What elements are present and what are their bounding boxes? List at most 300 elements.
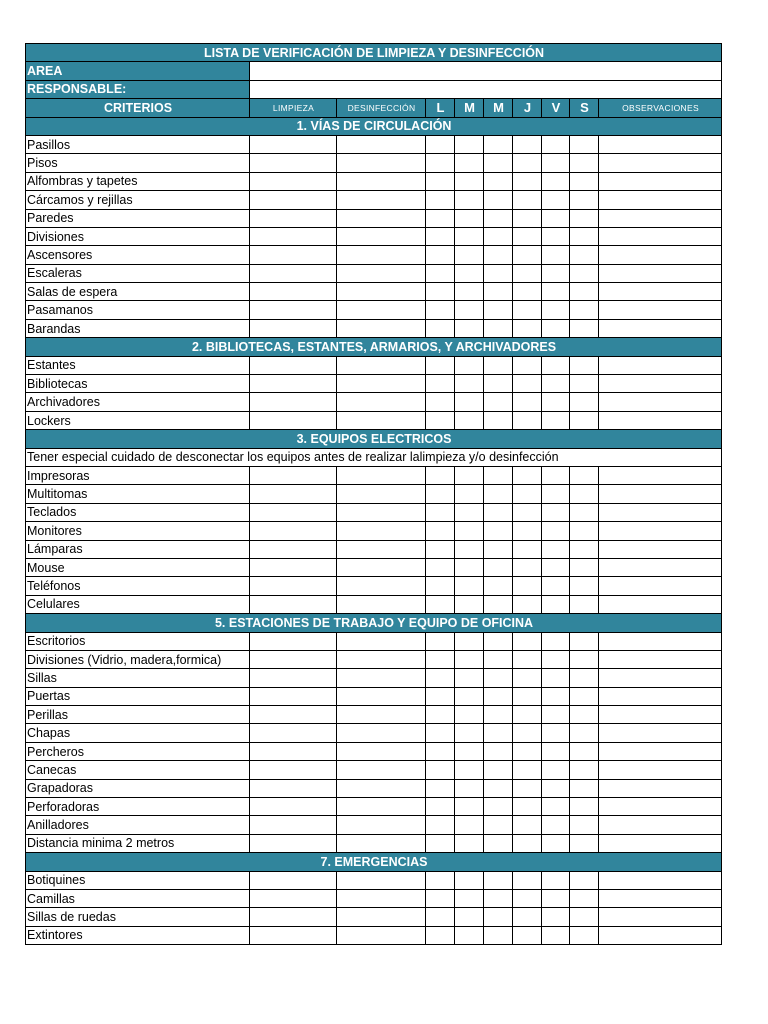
day-m2-cell[interactable]: [484, 926, 513, 944]
day-m1-cell[interactable]: [455, 283, 484, 301]
day-m1-cell[interactable]: [455, 356, 484, 374]
limpieza-cell[interactable]: [250, 706, 337, 724]
day-v-cell[interactable]: [542, 669, 570, 687]
desinfeccion-cell[interactable]: [337, 779, 426, 797]
day-m1-cell[interactable]: [455, 889, 484, 907]
observaciones-cell[interactable]: [599, 798, 722, 816]
desinfeccion-cell[interactable]: [337, 761, 426, 779]
day-l-cell[interactable]: [426, 246, 455, 264]
day-m1-cell[interactable]: [455, 264, 484, 282]
observaciones-cell[interactable]: [599, 522, 722, 540]
day-v-cell[interactable]: [542, 577, 570, 595]
observaciones-cell[interactable]: [599, 926, 722, 944]
day-m2-cell[interactable]: [484, 246, 513, 264]
day-m1-cell[interactable]: [455, 375, 484, 393]
day-m1-cell[interactable]: [455, 466, 484, 484]
day-m1-cell[interactable]: [455, 650, 484, 668]
observaciones-cell[interactable]: [599, 411, 722, 429]
day-v-cell[interactable]: [542, 209, 570, 227]
day-l-cell[interactable]: [426, 466, 455, 484]
observaciones-cell[interactable]: [599, 375, 722, 393]
day-l-cell[interactable]: [426, 761, 455, 779]
day-v-cell[interactable]: [542, 301, 570, 319]
day-v-cell[interactable]: [542, 191, 570, 209]
day-j-cell[interactable]: [513, 595, 542, 613]
day-m1-cell[interactable]: [455, 301, 484, 319]
observaciones-cell[interactable]: [599, 503, 722, 521]
limpieza-cell[interactable]: [250, 577, 337, 595]
desinfeccion-cell[interactable]: [337, 522, 426, 540]
desinfeccion-cell[interactable]: [337, 503, 426, 521]
day-m2-cell[interactable]: [484, 779, 513, 797]
limpieza-cell[interactable]: [250, 319, 337, 337]
day-s-cell[interactable]: [570, 669, 599, 687]
desinfeccion-cell[interactable]: [337, 283, 426, 301]
day-j-cell[interactable]: [513, 135, 542, 153]
limpieza-cell[interactable]: [250, 834, 337, 852]
day-s-cell[interactable]: [570, 319, 599, 337]
desinfeccion-cell[interactable]: [337, 135, 426, 153]
limpieza-cell[interactable]: [250, 485, 337, 503]
limpieza-cell[interactable]: [250, 540, 337, 558]
day-m1-cell[interactable]: [455, 246, 484, 264]
day-s-cell[interactable]: [570, 411, 599, 429]
observaciones-cell[interactable]: [599, 669, 722, 687]
limpieza-cell[interactable]: [250, 558, 337, 576]
day-j-cell[interactable]: [513, 301, 542, 319]
day-v-cell[interactable]: [542, 172, 570, 190]
limpieza-cell[interactable]: [250, 926, 337, 944]
day-v-cell[interactable]: [542, 908, 570, 926]
day-v-cell[interactable]: [542, 595, 570, 613]
day-m2-cell[interactable]: [484, 356, 513, 374]
day-l-cell[interactable]: [426, 871, 455, 889]
observaciones-cell[interactable]: [599, 466, 722, 484]
day-m1-cell[interactable]: [455, 135, 484, 153]
day-m1-cell[interactable]: [455, 798, 484, 816]
observaciones-cell[interactable]: [599, 558, 722, 576]
day-l-cell[interactable]: [426, 154, 455, 172]
observaciones-cell[interactable]: [599, 485, 722, 503]
day-m2-cell[interactable]: [484, 724, 513, 742]
day-l-cell[interactable]: [426, 798, 455, 816]
day-j-cell[interactable]: [513, 889, 542, 907]
day-m2-cell[interactable]: [484, 283, 513, 301]
observaciones-cell[interactable]: [599, 356, 722, 374]
desinfeccion-cell[interactable]: [337, 724, 426, 742]
day-l-cell[interactable]: [426, 706, 455, 724]
day-m1-cell[interactable]: [455, 393, 484, 411]
limpieza-cell[interactable]: [250, 522, 337, 540]
day-v-cell[interactable]: [542, 650, 570, 668]
day-m2-cell[interactable]: [484, 669, 513, 687]
day-m2-cell[interactable]: [484, 209, 513, 227]
day-j-cell[interactable]: [513, 706, 542, 724]
day-l-cell[interactable]: [426, 227, 455, 245]
day-j-cell[interactable]: [513, 393, 542, 411]
day-m2-cell[interactable]: [484, 503, 513, 521]
day-l-cell[interactable]: [426, 264, 455, 282]
day-m2-cell[interactable]: [484, 540, 513, 558]
day-m2-cell[interactable]: [484, 172, 513, 190]
day-j-cell[interactable]: [513, 227, 542, 245]
day-m1-cell[interactable]: [455, 411, 484, 429]
day-m2-cell[interactable]: [484, 227, 513, 245]
limpieza-cell[interactable]: [250, 135, 337, 153]
day-v-cell[interactable]: [542, 466, 570, 484]
observaciones-cell[interactable]: [599, 889, 722, 907]
observaciones-cell[interactable]: [599, 209, 722, 227]
day-m1-cell[interactable]: [455, 779, 484, 797]
day-v-cell[interactable]: [542, 742, 570, 760]
day-v-cell[interactable]: [542, 375, 570, 393]
desinfeccion-cell[interactable]: [337, 650, 426, 668]
day-v-cell[interactable]: [542, 264, 570, 282]
day-s-cell[interactable]: [570, 908, 599, 926]
day-m2-cell[interactable]: [484, 816, 513, 834]
day-s-cell[interactable]: [570, 283, 599, 301]
day-l-cell[interactable]: [426, 393, 455, 411]
day-l-cell[interactable]: [426, 191, 455, 209]
day-m1-cell[interactable]: [455, 761, 484, 779]
day-j-cell[interactable]: [513, 209, 542, 227]
day-m2-cell[interactable]: [484, 650, 513, 668]
day-s-cell[interactable]: [570, 761, 599, 779]
day-v-cell[interactable]: [542, 889, 570, 907]
day-j-cell[interactable]: [513, 687, 542, 705]
day-j-cell[interactable]: [513, 816, 542, 834]
desinfeccion-cell[interactable]: [337, 669, 426, 687]
day-s-cell[interactable]: [570, 393, 599, 411]
day-l-cell[interactable]: [426, 889, 455, 907]
day-s-cell[interactable]: [570, 209, 599, 227]
day-j-cell[interactable]: [513, 632, 542, 650]
day-l-cell[interactable]: [426, 669, 455, 687]
day-v-cell[interactable]: [542, 798, 570, 816]
desinfeccion-cell[interactable]: [337, 889, 426, 907]
day-m2-cell[interactable]: [484, 742, 513, 760]
day-v-cell[interactable]: [542, 411, 570, 429]
day-m2-cell[interactable]: [484, 798, 513, 816]
observaciones-cell[interactable]: [599, 246, 722, 264]
limpieza-cell[interactable]: [250, 798, 337, 816]
day-s-cell[interactable]: [570, 577, 599, 595]
day-s-cell[interactable]: [570, 724, 599, 742]
day-m2-cell[interactable]: [484, 632, 513, 650]
desinfeccion-cell[interactable]: [337, 227, 426, 245]
day-j-cell[interactable]: [513, 779, 542, 797]
day-v-cell[interactable]: [542, 485, 570, 503]
limpieza-cell[interactable]: [250, 301, 337, 319]
day-j-cell[interactable]: [513, 246, 542, 264]
day-v-cell[interactable]: [542, 540, 570, 558]
day-j-cell[interactable]: [513, 154, 542, 172]
observaciones-cell[interactable]: [599, 301, 722, 319]
day-m2-cell[interactable]: [484, 319, 513, 337]
desinfeccion-cell[interactable]: [337, 209, 426, 227]
observaciones-cell[interactable]: [599, 540, 722, 558]
limpieza-cell[interactable]: [250, 393, 337, 411]
limpieza-cell[interactable]: [250, 779, 337, 797]
day-l-cell[interactable]: [426, 558, 455, 576]
limpieza-cell[interactable]: [250, 724, 337, 742]
desinfeccion-cell[interactable]: [337, 356, 426, 374]
day-m1-cell[interactable]: [455, 503, 484, 521]
day-j-cell[interactable]: [513, 742, 542, 760]
day-j-cell[interactable]: [513, 798, 542, 816]
day-m1-cell[interactable]: [455, 908, 484, 926]
day-s-cell[interactable]: [570, 540, 599, 558]
day-s-cell[interactable]: [570, 503, 599, 521]
day-s-cell[interactable]: [570, 522, 599, 540]
limpieza-cell[interactable]: [250, 632, 337, 650]
day-m1-cell[interactable]: [455, 209, 484, 227]
day-s-cell[interactable]: [570, 687, 599, 705]
desinfeccion-cell[interactable]: [337, 742, 426, 760]
day-l-cell[interactable]: [426, 926, 455, 944]
day-m1-cell[interactable]: [455, 558, 484, 576]
day-m1-cell[interactable]: [455, 706, 484, 724]
day-v-cell[interactable]: [542, 761, 570, 779]
day-m2-cell[interactable]: [484, 834, 513, 852]
desinfeccion-cell[interactable]: [337, 871, 426, 889]
day-m1-cell[interactable]: [455, 687, 484, 705]
day-s-cell[interactable]: [570, 375, 599, 393]
observaciones-cell[interactable]: [599, 283, 722, 301]
day-m1-cell[interactable]: [455, 816, 484, 834]
limpieza-cell[interactable]: [250, 172, 337, 190]
observaciones-cell[interactable]: [599, 595, 722, 613]
limpieza-cell[interactable]: [250, 283, 337, 301]
day-m2-cell[interactable]: [484, 871, 513, 889]
day-m1-cell[interactable]: [455, 871, 484, 889]
day-v-cell[interactable]: [542, 319, 570, 337]
observaciones-cell[interactable]: [599, 724, 722, 742]
desinfeccion-cell[interactable]: [337, 577, 426, 595]
day-v-cell[interactable]: [542, 393, 570, 411]
day-l-cell[interactable]: [426, 411, 455, 429]
desinfeccion-cell[interactable]: [337, 301, 426, 319]
day-l-cell[interactable]: [426, 485, 455, 503]
observaciones-cell[interactable]: [599, 706, 722, 724]
day-s-cell[interactable]: [570, 834, 599, 852]
limpieza-cell[interactable]: [250, 816, 337, 834]
day-j-cell[interactable]: [513, 558, 542, 576]
day-l-cell[interactable]: [426, 503, 455, 521]
day-m1-cell[interactable]: [455, 669, 484, 687]
day-m2-cell[interactable]: [484, 761, 513, 779]
observaciones-cell[interactable]: [599, 650, 722, 668]
limpieza-cell[interactable]: [250, 908, 337, 926]
desinfeccion-cell[interactable]: [337, 558, 426, 576]
day-l-cell[interactable]: [426, 834, 455, 852]
day-m2-cell[interactable]: [484, 411, 513, 429]
day-m2-cell[interactable]: [484, 687, 513, 705]
day-l-cell[interactable]: [426, 724, 455, 742]
observaciones-cell[interactable]: [599, 172, 722, 190]
day-s-cell[interactable]: [570, 779, 599, 797]
desinfeccion-cell[interactable]: [337, 687, 426, 705]
day-l-cell[interactable]: [426, 375, 455, 393]
day-j-cell[interactable]: [513, 908, 542, 926]
responsable-field[interactable]: [250, 80, 722, 98]
day-v-cell[interactable]: [542, 724, 570, 742]
observaciones-cell[interactable]: [599, 319, 722, 337]
day-j-cell[interactable]: [513, 191, 542, 209]
limpieza-cell[interactable]: [250, 227, 337, 245]
limpieza-cell[interactable]: [250, 889, 337, 907]
day-j-cell[interactable]: [513, 650, 542, 668]
day-s-cell[interactable]: [570, 632, 599, 650]
desinfeccion-cell[interactable]: [337, 246, 426, 264]
limpieza-cell[interactable]: [250, 154, 337, 172]
day-j-cell[interactable]: [513, 761, 542, 779]
day-j-cell[interactable]: [513, 503, 542, 521]
day-s-cell[interactable]: [570, 871, 599, 889]
day-m2-cell[interactable]: [484, 889, 513, 907]
day-l-cell[interactable]: [426, 779, 455, 797]
day-v-cell[interactable]: [542, 632, 570, 650]
day-v-cell[interactable]: [542, 779, 570, 797]
limpieza-cell[interactable]: [250, 742, 337, 760]
day-s-cell[interactable]: [570, 154, 599, 172]
day-s-cell[interactable]: [570, 816, 599, 834]
day-m1-cell[interactable]: [455, 834, 484, 852]
desinfeccion-cell[interactable]: [337, 411, 426, 429]
day-s-cell[interactable]: [570, 706, 599, 724]
day-m2-cell[interactable]: [484, 135, 513, 153]
day-l-cell[interactable]: [426, 650, 455, 668]
day-m2-cell[interactable]: [484, 908, 513, 926]
day-l-cell[interactable]: [426, 209, 455, 227]
observaciones-cell[interactable]: [599, 779, 722, 797]
day-v-cell[interactable]: [542, 687, 570, 705]
observaciones-cell[interactable]: [599, 908, 722, 926]
day-j-cell[interactable]: [513, 375, 542, 393]
day-j-cell[interactable]: [513, 264, 542, 282]
day-j-cell[interactable]: [513, 724, 542, 742]
day-l-cell[interactable]: [426, 540, 455, 558]
day-m1-cell[interactable]: [455, 191, 484, 209]
day-j-cell[interactable]: [513, 411, 542, 429]
desinfeccion-cell[interactable]: [337, 632, 426, 650]
observaciones-cell[interactable]: [599, 816, 722, 834]
day-l-cell[interactable]: [426, 632, 455, 650]
observaciones-cell[interactable]: [599, 742, 722, 760]
day-v-cell[interactable]: [542, 503, 570, 521]
day-s-cell[interactable]: [570, 135, 599, 153]
day-l-cell[interactable]: [426, 816, 455, 834]
day-j-cell[interactable]: [513, 540, 542, 558]
day-m1-cell[interactable]: [455, 540, 484, 558]
desinfeccion-cell[interactable]: [337, 191, 426, 209]
day-m1-cell[interactable]: [455, 577, 484, 595]
limpieza-cell[interactable]: [250, 264, 337, 282]
limpieza-cell[interactable]: [250, 356, 337, 374]
limpieza-cell[interactable]: [250, 411, 337, 429]
day-m2-cell[interactable]: [484, 485, 513, 503]
day-l-cell[interactable]: [426, 577, 455, 595]
day-m1-cell[interactable]: [455, 742, 484, 760]
day-v-cell[interactable]: [542, 135, 570, 153]
day-m2-cell[interactable]: [484, 706, 513, 724]
day-v-cell[interactable]: [542, 871, 570, 889]
desinfeccion-cell[interactable]: [337, 926, 426, 944]
limpieza-cell[interactable]: [250, 503, 337, 521]
observaciones-cell[interactable]: [599, 264, 722, 282]
day-j-cell[interactable]: [513, 522, 542, 540]
day-m1-cell[interactable]: [455, 154, 484, 172]
day-v-cell[interactable]: [542, 834, 570, 852]
day-l-cell[interactable]: [426, 687, 455, 705]
observaciones-cell[interactable]: [599, 577, 722, 595]
limpieza-cell[interactable]: [250, 191, 337, 209]
observaciones-cell[interactable]: [599, 227, 722, 245]
day-v-cell[interactable]: [542, 246, 570, 264]
desinfeccion-cell[interactable]: [337, 595, 426, 613]
observaciones-cell[interactable]: [599, 393, 722, 411]
day-m1-cell[interactable]: [455, 926, 484, 944]
day-m2-cell[interactable]: [484, 301, 513, 319]
day-v-cell[interactable]: [542, 558, 570, 576]
observaciones-cell[interactable]: [599, 687, 722, 705]
day-v-cell[interactable]: [542, 926, 570, 944]
day-s-cell[interactable]: [570, 172, 599, 190]
day-m2-cell[interactable]: [484, 595, 513, 613]
day-s-cell[interactable]: [570, 485, 599, 503]
day-j-cell[interactable]: [513, 485, 542, 503]
desinfeccion-cell[interactable]: [337, 264, 426, 282]
day-m1-cell[interactable]: [455, 485, 484, 503]
limpieza-cell[interactable]: [250, 595, 337, 613]
desinfeccion-cell[interactable]: [337, 466, 426, 484]
limpieza-cell[interactable]: [250, 246, 337, 264]
day-s-cell[interactable]: [570, 356, 599, 374]
day-m2-cell[interactable]: [484, 522, 513, 540]
observaciones-cell[interactable]: [599, 632, 722, 650]
day-v-cell[interactable]: [542, 816, 570, 834]
day-m2-cell[interactable]: [484, 264, 513, 282]
desinfeccion-cell[interactable]: [337, 154, 426, 172]
day-j-cell[interactable]: [513, 466, 542, 484]
day-m1-cell[interactable]: [455, 522, 484, 540]
desinfeccion-cell[interactable]: [337, 834, 426, 852]
day-v-cell[interactable]: [542, 154, 570, 172]
limpieza-cell[interactable]: [250, 650, 337, 668]
day-m1-cell[interactable]: [455, 632, 484, 650]
day-m2-cell[interactable]: [484, 375, 513, 393]
desinfeccion-cell[interactable]: [337, 706, 426, 724]
day-s-cell[interactable]: [570, 264, 599, 282]
day-v-cell[interactable]: [542, 522, 570, 540]
desinfeccion-cell[interactable]: [337, 319, 426, 337]
observaciones-cell[interactable]: [599, 761, 722, 779]
day-s-cell[interactable]: [570, 227, 599, 245]
day-s-cell[interactable]: [570, 595, 599, 613]
day-m1-cell[interactable]: [455, 172, 484, 190]
day-s-cell[interactable]: [570, 926, 599, 944]
day-s-cell[interactable]: [570, 466, 599, 484]
limpieza-cell[interactable]: [250, 687, 337, 705]
day-l-cell[interactable]: [426, 908, 455, 926]
desinfeccion-cell[interactable]: [337, 172, 426, 190]
day-l-cell[interactable]: [426, 742, 455, 760]
day-s-cell[interactable]: [570, 798, 599, 816]
day-j-cell[interactable]: [513, 319, 542, 337]
day-m1-cell[interactable]: [455, 319, 484, 337]
limpieza-cell[interactable]: [250, 871, 337, 889]
day-l-cell[interactable]: [426, 319, 455, 337]
